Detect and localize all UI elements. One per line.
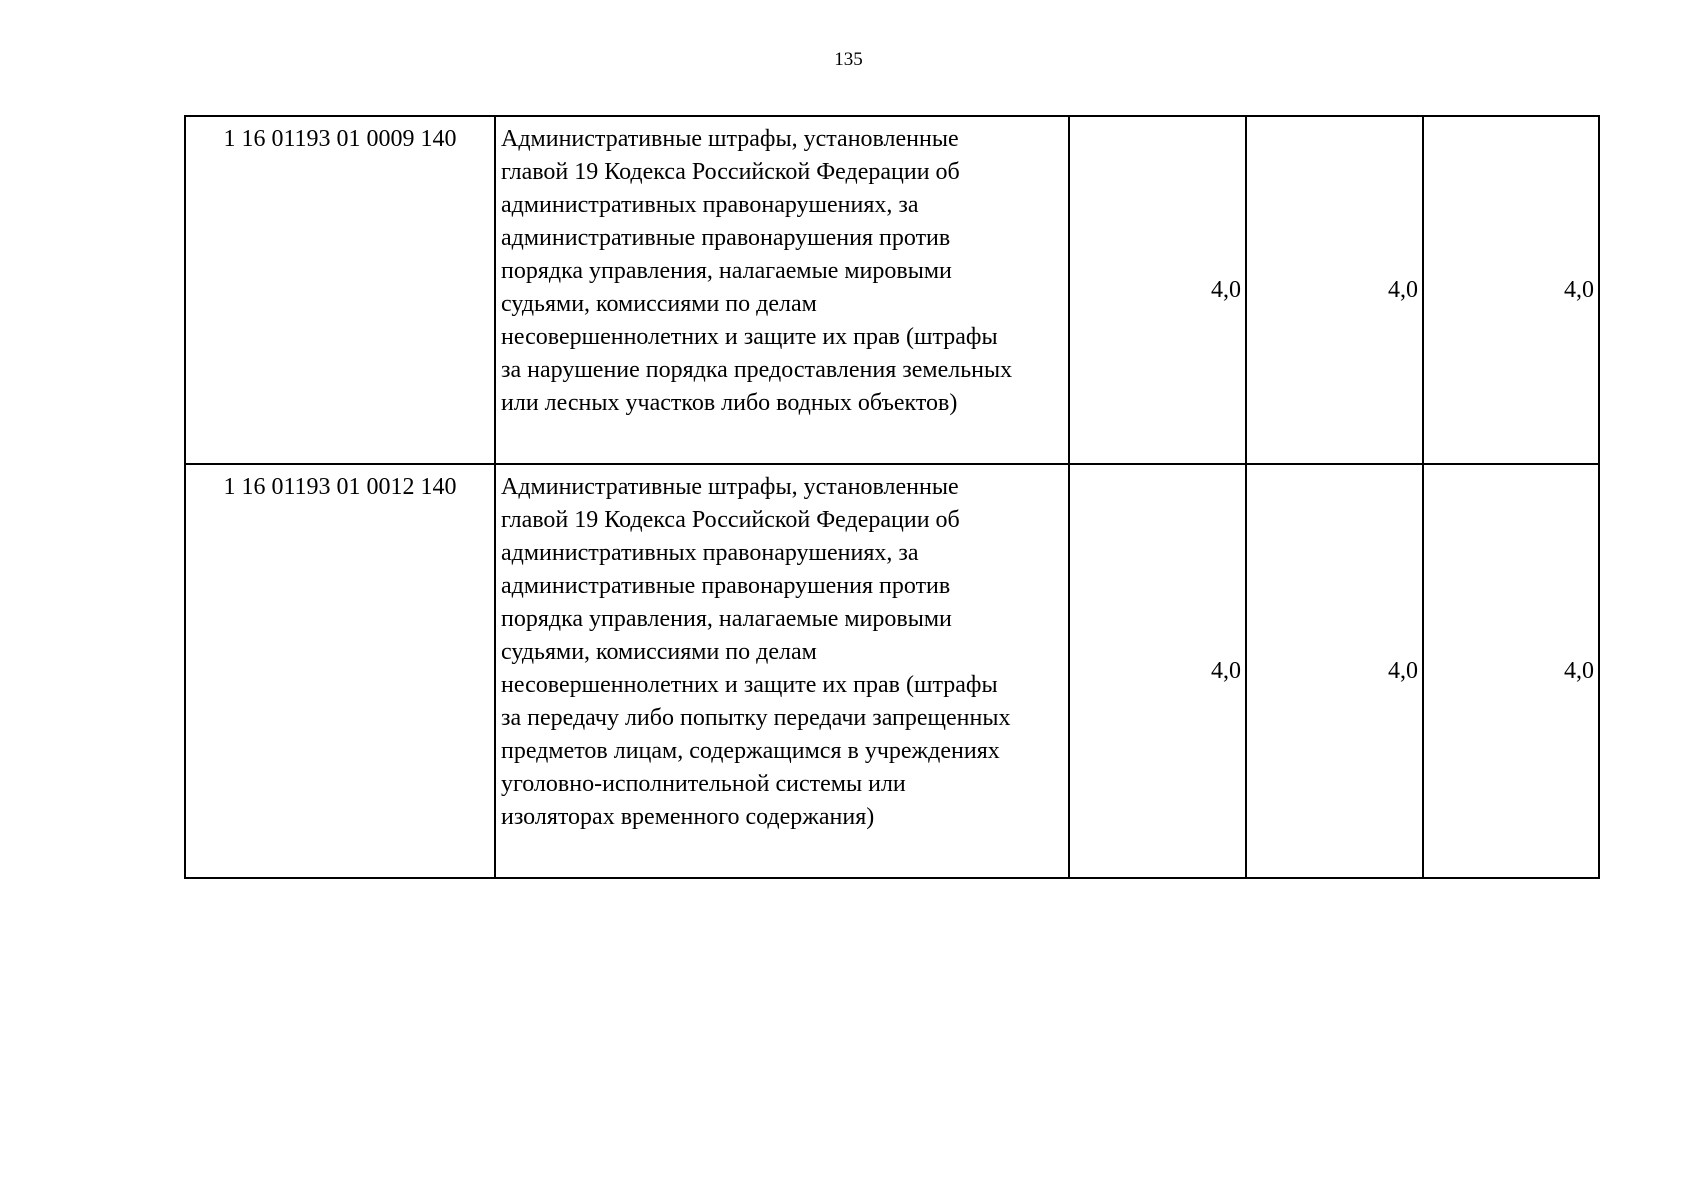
amount-year-3: 4,0 — [1423, 464, 1599, 878]
budget-code: 1 16 01193 01 0009 140 — [185, 116, 495, 464]
income-description — [495, 116, 1069, 464]
income-description-text: Административные штрафы, установленные главой 19 Кодекса Российской Федерации об административных правонарушениях, за административные правонарушения против порядка управления, налагаемые мировыми судьями, комиссиями по делам несовершеннолетних и защите их прав (штрафы за нарушение порядка предоставления земельных или лесных участков либо водных объектов) — [501, 126, 1013, 416]
amount-year-2: 4,0 — [1246, 464, 1423, 878]
budget-table — [184, 115, 1600, 879]
budget-code: 1 16 01193 01 0012 140 — [185, 464, 495, 878]
table-row — [185, 464, 1599, 878]
table-row — [185, 116, 1599, 464]
income-description — [495, 464, 1069, 878]
income-description-text: Административные штрафы, установленные главой 19 Кодекса Российской Федерации об административных правонарушениях, за административные правонарушения против порядка управления, налагаемые мировыми судьями, комиссиями по делам несовершеннолетних и защите их прав (штрафы за передачу либо попытку передачи запрещенных предметов лицам, содержащимся в учреждениях уголовно-исполнительной системы или изоляторах временного содержания) — [501, 474, 1011, 830]
amount-year-1: 4,0 — [1069, 464, 1246, 878]
amount-year-3: 4,0 — [1423, 116, 1599, 464]
amount-year-2: 4,0 — [1246, 116, 1423, 464]
page-number: 135 — [834, 49, 863, 70]
amount-year-1: 4,0 — [1069, 116, 1246, 464]
